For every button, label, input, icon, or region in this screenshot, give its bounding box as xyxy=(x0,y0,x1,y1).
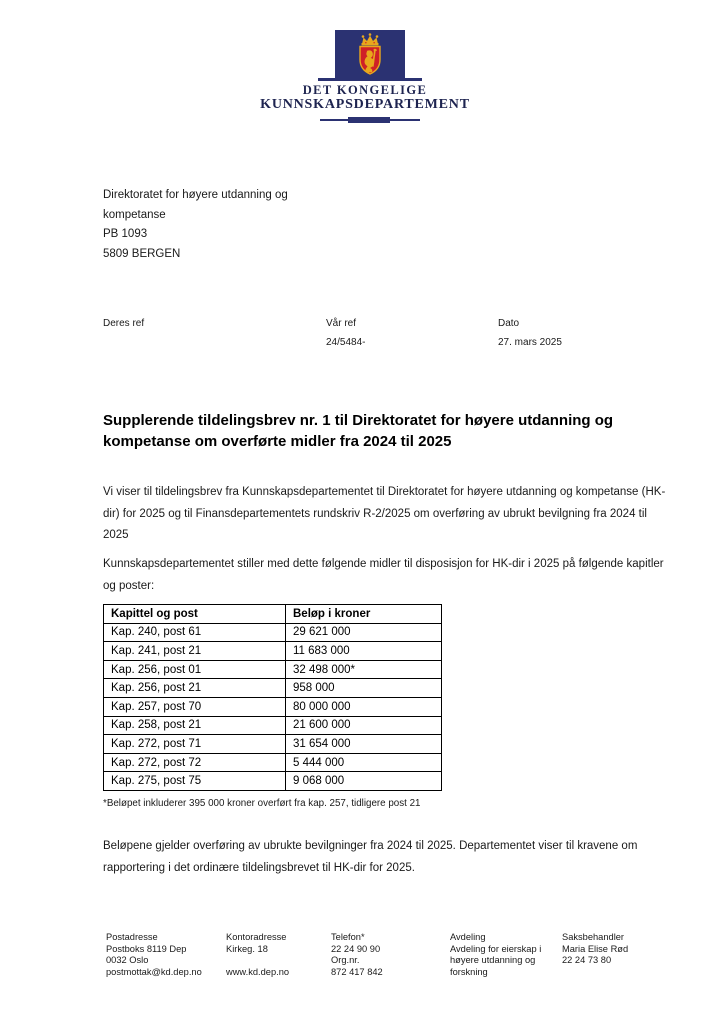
table-footnote: *Beløpet inkluderer 395 000 kroner overført fra kap. 257, tidligere post 21 xyxy=(103,798,421,809)
table-row xyxy=(104,772,442,791)
column-header-kapittel: Kapittel og post xyxy=(104,605,286,624)
cell-kapittel: Kap. 256, post 21 xyxy=(104,679,286,698)
table-row xyxy=(104,716,442,735)
letterhead-divider-top xyxy=(318,78,422,81)
footer-saksbehandler xyxy=(562,932,672,967)
footer-telefon xyxy=(331,932,443,978)
dato-label: Dato xyxy=(498,318,520,329)
footer-line: Postboks 8119 Dep xyxy=(106,943,187,954)
allocations-table xyxy=(103,604,442,791)
paragraph-disposition: Kunnskapsdepartementet stiller med dette følgende midler til disposisjon for HK-dir i 2025 på følgende kapitler og poster: xyxy=(103,558,664,592)
footer-kontoradresse xyxy=(226,932,326,978)
table-row xyxy=(104,697,442,716)
paragraph-closing: Beløpene gjelder overføring av ubrukte bevilgninger fra 2024 til 2025. Departementet viser til kravene om rapportering i det ordinære tildelingsbrevet til HK-dir for 2025. xyxy=(103,840,638,874)
cell-kapittel: Kap. 241, post 21 xyxy=(104,642,286,661)
cell-kapittel: Kap. 257, post 70 xyxy=(104,697,286,716)
cell-belop: 5 444 000 xyxy=(286,753,442,772)
cell-belop: 80 000 000 xyxy=(286,697,442,716)
footer-line: Telefon* xyxy=(331,932,365,942)
cell-belop: 9 068 000 xyxy=(286,772,442,791)
footer-line: Saksbehandler xyxy=(562,932,625,942)
recipient-line: kompetanse xyxy=(103,208,166,221)
footer-line: Avdeling for eierskap i xyxy=(450,943,542,954)
cell-kapittel: Kap. 240, post 61 xyxy=(104,623,286,642)
letterhead-line2: KUNNSKAPSDEPARTEMENT xyxy=(260,97,470,112)
paragraph-intro: Vi viser til tildelingsbrev fra Kunnskapsdepartementet til Direktoratet for høyere utdanning og kompetanse (HK-dir) for 2025 og til Finansdepartementets rundskriv R-2/2025 om overføring av ubrukt bevilgning fra 2024 til 2025 xyxy=(103,486,666,541)
cell-belop: 31 654 000 xyxy=(286,735,442,754)
cell-kapittel: Kap. 258, post 21 xyxy=(104,716,286,735)
cell-kapittel: Kap. 256, post 01 xyxy=(104,660,286,679)
footer-contact-phone: 22 24 73 80 xyxy=(562,955,612,966)
recipient-line: 5809 BERGEN xyxy=(103,247,181,260)
table-header-row xyxy=(104,605,442,624)
footer-line: 0032 Oslo xyxy=(106,955,149,966)
footer-orgnr: 872 417 842 xyxy=(331,966,383,977)
letterhead-line1: DET KONGELIGE xyxy=(302,83,428,97)
table-row xyxy=(104,753,442,772)
cell-belop: 32 498 000* xyxy=(286,660,442,679)
cell-kapittel: Kap. 272, post 71 xyxy=(104,735,286,754)
table-row xyxy=(104,642,442,661)
cell-belop: 29 621 000 xyxy=(286,623,442,642)
recipient-line: PB 1093 xyxy=(103,228,148,240)
letter-title: Supplerende tildelingsbrev nr. 1 til Direktoratet for høyere utdanning og kompetanse om overførte midler fra 2024 til 2025 xyxy=(103,412,614,450)
coat-of-arms-icon xyxy=(335,30,405,81)
table-row xyxy=(104,660,442,679)
footer-website: www.kd.dep.no xyxy=(226,966,290,977)
footer-line: Avdeling xyxy=(450,932,486,942)
cell-belop: 21 600 000 xyxy=(286,716,442,735)
letterhead-text xyxy=(215,84,515,112)
footer-postadresse xyxy=(106,932,224,978)
table-row xyxy=(104,679,442,698)
deres-ref-label: Deres ref xyxy=(103,318,145,329)
footer-line: Kontoradresse xyxy=(226,932,287,942)
table-row xyxy=(104,735,442,754)
footer-line: forskning xyxy=(450,966,488,977)
var-ref-value: 24/5484- xyxy=(326,337,366,348)
footer-line: høyere utdanning og xyxy=(450,955,536,966)
cell-kapittel: Kap. 272, post 72 xyxy=(104,753,286,772)
footer-line: Kirkeg. 18 xyxy=(226,943,268,954)
footer-contact-name: Maria Elise Rød xyxy=(562,943,629,954)
column-header-belop: Beløp i kroner xyxy=(286,605,442,624)
footer-line xyxy=(226,955,326,967)
cell-belop: 958 000 xyxy=(286,679,442,698)
var-ref-label: Vår ref xyxy=(326,318,357,329)
table-row xyxy=(104,623,442,642)
footer-email: postmottak@kd.dep.no xyxy=(106,966,202,977)
cell-kapittel: Kap. 275, post 75 xyxy=(104,772,286,791)
letterhead-divider-bottom-thick xyxy=(348,117,390,123)
footer-phone-number: 22 24 90 90 xyxy=(331,943,381,954)
footer-line: Org.nr. xyxy=(331,955,360,966)
recipient-line: Direktoratet for høyere utdanning og xyxy=(103,189,288,201)
recipient-address xyxy=(103,186,288,264)
cell-belop: 11 683 000 xyxy=(286,642,442,661)
dato-value: 27. mars 2025 xyxy=(498,337,562,348)
footer-avdeling xyxy=(450,932,558,978)
footer-line: Postadresse xyxy=(106,932,158,942)
